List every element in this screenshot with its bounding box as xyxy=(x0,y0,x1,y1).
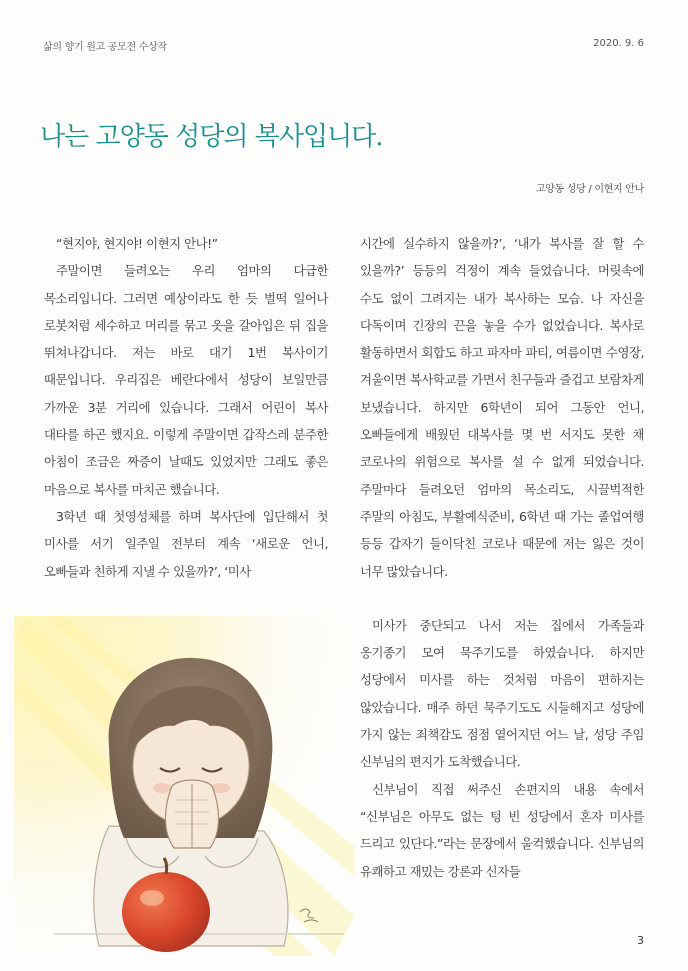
header-date: 2020. 9. 6 xyxy=(593,38,644,49)
header-publication: 삶의 향기 원고 공모전 수상작 xyxy=(43,42,167,53)
praying-child-illustration xyxy=(14,616,354,956)
article-title: 나는 고양동 성당의 복사입니다. xyxy=(40,122,383,152)
paragraph: 3학년 때 첫영성체를 하며 복사단에 입단해서 첫 미사를 서기 일주일 전부터 계속 ‘새로운 언니, 오빠들과 친하게 지낼 수 있을까?’, ‘미사 xyxy=(44,508,328,579)
paragraph: “현지야, 현지야! 이현지 안나!” xyxy=(56,236,218,251)
paragraph: 신부님이 직접 써주신 손편지의 내용 속에서 “신부님은 아무도 없는 텅 빈 성당에서 혼자 미사를 드리고 있단다.”라는 문장에서 울컥했습니다. 신부님의 유쾌하고 재밌는 강론과 신자들 xyxy=(360,781,644,879)
right-column xyxy=(360,230,644,885)
left-column xyxy=(44,230,328,585)
paragraph: 주말이면 들려오는 우리 엄마의 다급한 목소리입니다. 그러면 예상이라도 한 듯 벌떡 일어나 로봇처럼 세수하고 머리를 묶고 옷을 갈아입은 뒤 집을 뛰쳐나갑니다. 저는 바로 대기 1번 복사이기 때문입니다. 우리집은 베란다에서 성당이 보일만큼 가까운 3분 거리에 있습니다. 그래서 어린이 복사 대타를 하곤 했지요. 이렇게 주말이면 갑작스레 분주한 아침이 조금은 짜증이 날때도 있었지만 그래도 좋은 마음으로 복사를 마치곤 했습니다. xyxy=(44,263,328,497)
paragraph: 미사가 중단되고 나서 저는 집에서 가족들과 옹기종기 모여 묵주기도를 하였습니다. 하지만 성당에서 미사를 하는 것처럼 마음이 편하지는 않았습니다. 매주 하던 묵주기도도 시들해지고 성당에 가지 않는 죄책감도 점점 옅어지던 어느 날, 성당 주임 신부님의 편지가 도착했습니다. xyxy=(360,617,644,770)
paragraph: 시간에 실수하지 않을까?’, ‘내가 복사를 잘 할 수 있을까?’ 등등의 걱정이 계속 들었습니다. 머릿속에 수도 없이 그려지는 내가 복사하는 모습. 나 자신을 다독이며 긴장의 끈을 놓을 수가 없었습니다. 복사로 활동하면서 회합도 하고 파자마 파티, 여름이면 수영장, 겨울이면 복사학교를 가면서 친구들과 즐겁고 보람차게 보냈습니다. 하지만 6학년이 되어 그동안 언니, 오빠들에게 배웠던 대복사를 몇 번 서지도 못한 채 코로나의 위험으로 복사를 설 수 없게 되었습니다. 주말마다 들려오던 엄마의 목소리도, 시끌벅적한 주말의 아침도, 부활예식준비, 6학년 때 가는 졸업여행 등등 갑자기 들이닥친 코로나 때문에 저는 잃은 것이 너무 많았습니다. xyxy=(360,236,644,579)
page-number: 3 xyxy=(637,934,644,947)
article-author: 고양동 성당 / 이현지 안나 xyxy=(535,184,644,195)
